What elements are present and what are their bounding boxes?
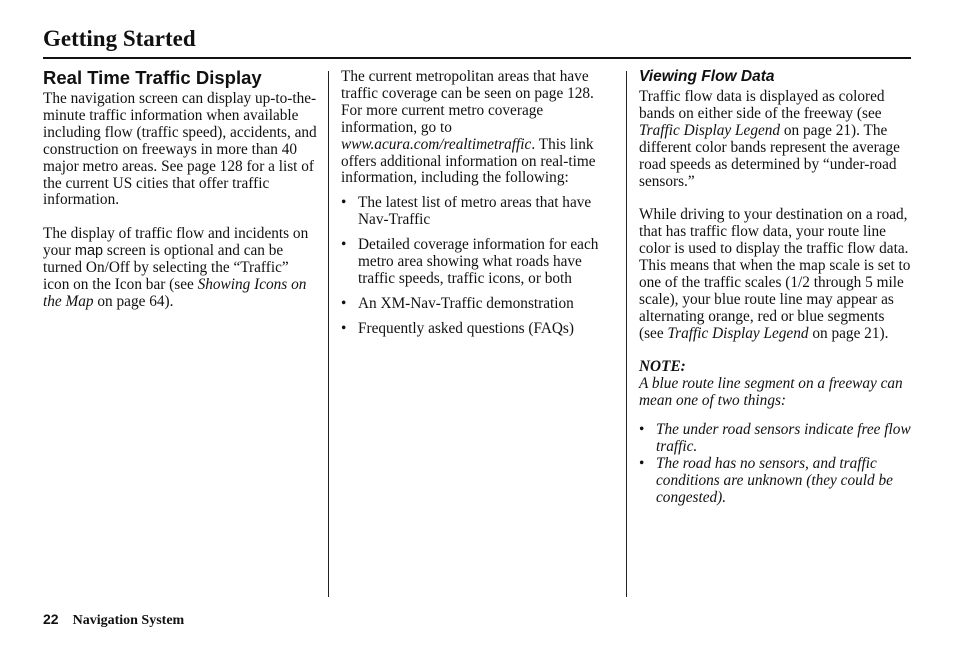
- flow-paragraph: [639, 89, 911, 190]
- list-item: • The under road sensors indicate free flow traffic.: [639, 422, 911, 456]
- toggle-paragraph: [43, 226, 318, 311]
- column-right: [639, 67, 911, 507]
- map-word: map: [74, 243, 104, 260]
- section-heading: Real Time Traffic Display: [43, 67, 262, 88]
- list-item: • An XM-Nav-Traffic demonstration: [341, 296, 616, 313]
- info-list: [341, 195, 616, 337]
- text-run: . This link offers additional information on real-time information, including the following:: [341, 135, 596, 187]
- cross-reference: Traffic Display Legend: [639, 121, 781, 139]
- list-item: • Frequently asked questions (FAQs): [341, 321, 616, 338]
- list-item: • The road has no sensors, and traffic conditions are unknown (they could be congested).: [639, 456, 911, 507]
- page-header-title: Getting Started: [43, 26, 196, 51]
- note-label: NOTE:: [639, 358, 686, 376]
- page-footer: [43, 610, 184, 630]
- footer-title: Navigation System: [72, 613, 185, 628]
- sub-heading: Viewing Flow Data: [639, 68, 775, 85]
- column-left: [43, 67, 318, 311]
- column-middle: [341, 69, 616, 346]
- list-item: • Detailed coverage information for each metro area showing what roads have traffic speeds, traffic icons, or both: [341, 237, 616, 288]
- intro-paragraph: The navigation screen can display up-to-the-minute traffic information when available including flow (traffic speed), accidents, and construction on freeways in more than 40 major metro areas. See page 128 for a list of the current US cities that offer traffic information.: [43, 90, 317, 209]
- cross-reference: Traffic Display Legend: [667, 324, 809, 342]
- text-run: The current metropolitan areas that have traffic coverage can be seen on page 128. For more current metro coverage information, go to: [341, 68, 594, 136]
- text-run: on page 21).: [808, 324, 889, 342]
- text-run: on page 21). The different color bands represent the average road speeds as determined by “under-road sensors.”: [639, 121, 900, 190]
- note-list: [639, 422, 911, 507]
- text-run: Traffic flow data is displayed as colored bands on either side of the freeway (see: [639, 88, 885, 122]
- page-number: 22: [43, 611, 59, 627]
- column-divider: [328, 71, 329, 597]
- column-divider: [626, 71, 627, 597]
- route-paragraph: [639, 207, 911, 342]
- text-run: on page 64).: [93, 292, 174, 310]
- text-run: The display of traffic flow and incidents on your: [43, 225, 309, 260]
- note-text: A blue route line segment on a freeway can mean one of two things:: [639, 375, 903, 410]
- website-link: www.acura.com/realtimetraffic: [341, 135, 532, 153]
- header-rule: [43, 57, 911, 59]
- list-item: • The latest list of metro areas that have Nav-Traffic: [341, 195, 616, 229]
- cross-reference: Showing Icons on the Map: [43, 275, 307, 310]
- text-run: While driving to your destination on a road, that has traffic flow data, your route line color is used to display the traffic flow data. This means that when the map scale is set to one of the traffic scales (1/2 through 5 mile scale), your blue route line may appear as alternating orange, red or blue segments (see: [639, 206, 911, 342]
- coverage-paragraph: [341, 69, 616, 187]
- text-run: screen is optional and can be turned On/Off by selecting the “Traffic” icon on the Icon bar (see: [43, 242, 289, 293]
